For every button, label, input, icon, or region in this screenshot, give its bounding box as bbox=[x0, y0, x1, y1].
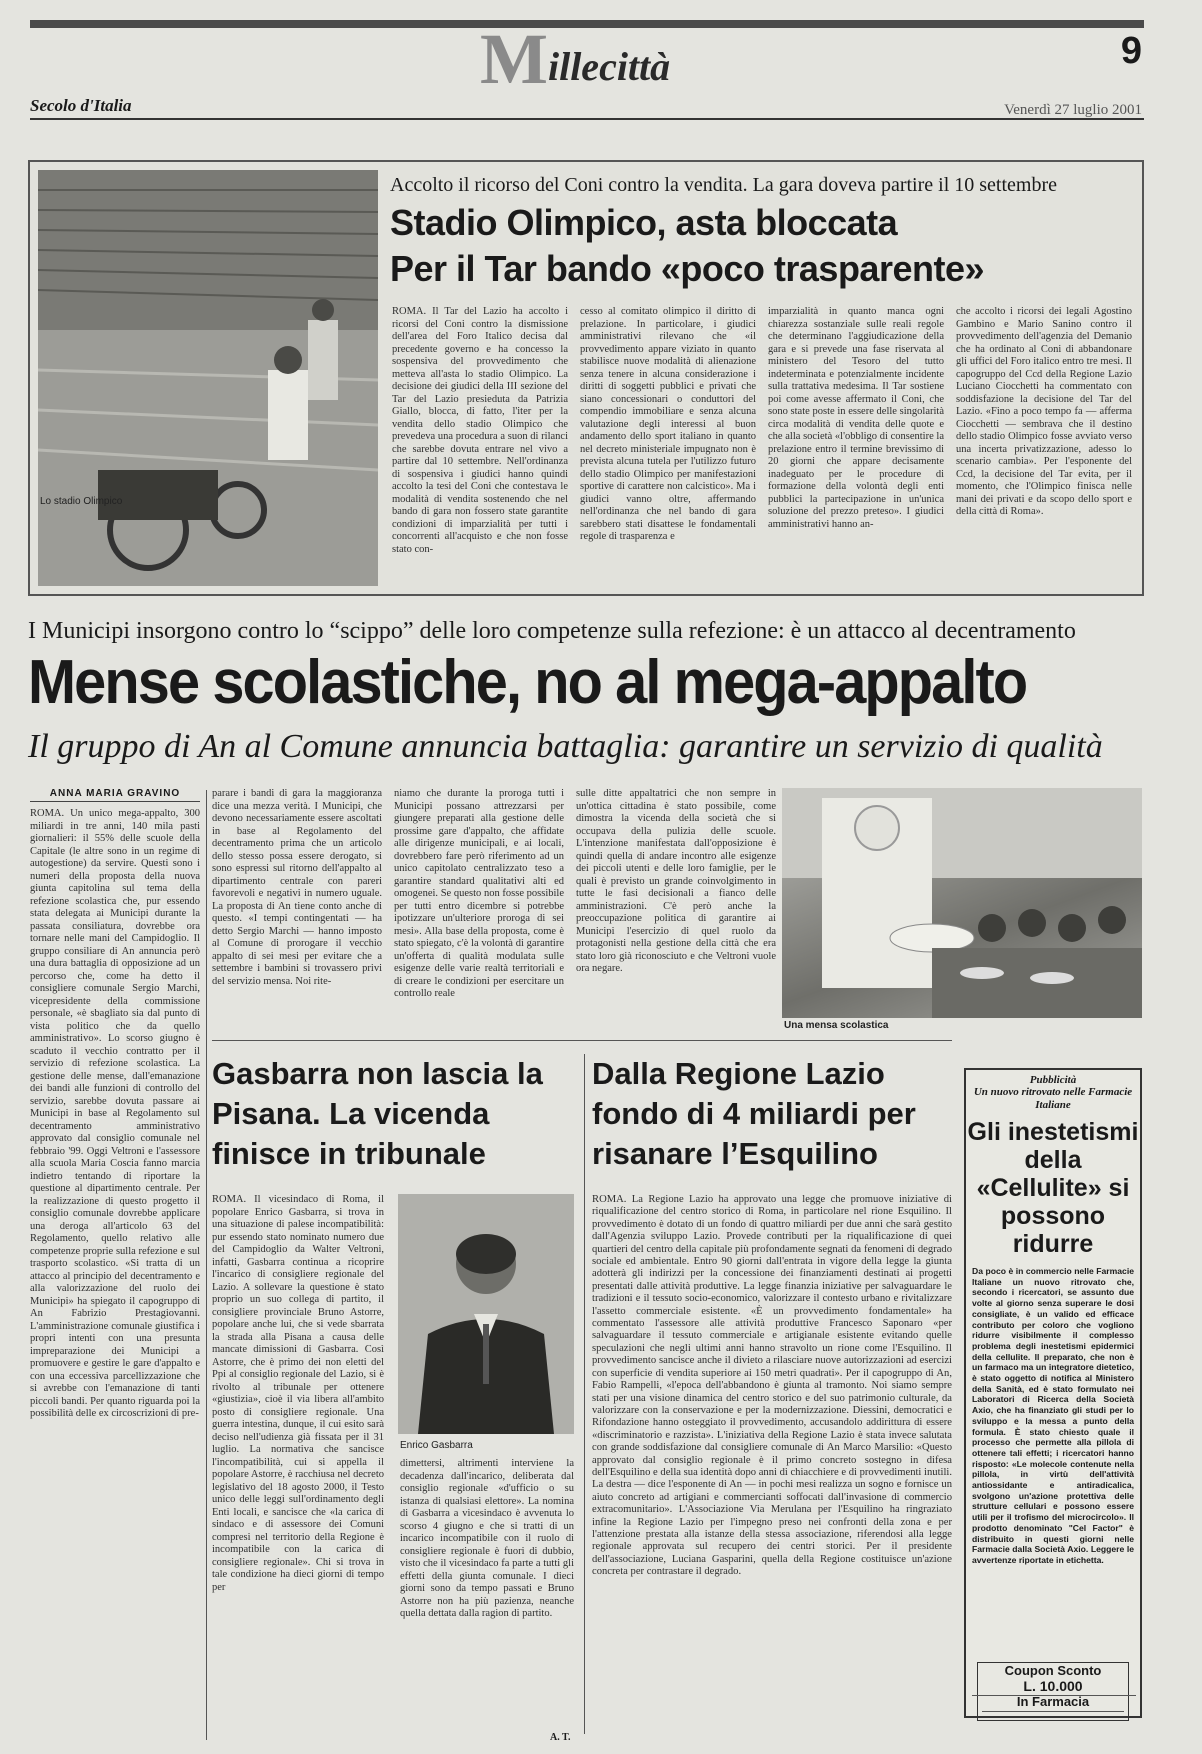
story2-byline: ANNA MARIA GRAVINO bbox=[30, 788, 200, 802]
advert-title: Gli inestetismi della «Cellulite» si possono ridurre bbox=[967, 1118, 1139, 1258]
story3-signoff: A. T. bbox=[550, 1732, 571, 1743]
stadium-photo-caption: Lo stadio Olimpico bbox=[40, 496, 123, 507]
canteen-photo-graphic bbox=[782, 788, 1142, 1018]
story1-column-1: ROMA. Il Tar del Lazio ha accolto i ricorsi del Coni contro la dismissione dell'area del Foro Italico decisa dal precedente governo e ha concesso la sospensiva del provvedimento che metteva all'asta lo stadio Olimpico. La decisione dei giudici della III sezione del Tar del Lazio presieduta da Patrizia Giallo, blocca, di fatto, l'iter per la vendita dello stadio Olimpico che prevedeva una procedura a suon di rilanci che sarebbe dovuta entrare nel vivo a partire dal 10 settembre. Nell'ordinanza di sospensiva i giudici hanno quindi accolto la tesi del Coni che contestava le modalità di vendita sostenendo che nel bando di gara non fossero state garantite condizioni di imparzialità per tutti i concorrenti all'acquisto e che non fosse stato con- bbox=[392, 306, 568, 555]
story1-column-4: che accolto i ricorsi dei legali Agostino Gambino e Mario Sanino contro il provvedimento dell'agenzia del Demanio che ha ordinato al Coni di abbandonare gli uffici del Foro italico entro tre mesi. Il capogruppo del Ccd della Regione Lazio Luciano Ciocchetti ha commentato con soddisfazione la decisione del Tar del Lazio. «Fino a poco tempo fa — afferma Ciocchetti — sembrava che il destino dello stadio Olimpico fosse avviato verso una incerta privatizzazione, adesso lo scenario cambia». Per l'esponente del Ccd, la decisione del Tar evita, per il momento, che l'Olimpico finisca nelle mani dei privati e da scopo dello sport e della città di Roma». bbox=[956, 306, 1132, 517]
advert-label: Pubblicità bbox=[1029, 1074, 1077, 1086]
story1-headline bbox=[390, 200, 984, 292]
story1-headline-line1: Stadio Olimpico, asta bloccata bbox=[390, 202, 898, 243]
gasbarra-photo bbox=[398, 1194, 574, 1434]
story4-body: ROMA. La Regione Lazio ha approvato una legge che promuove iniziative di riqualificazione del centro storico di Roma, in particolare nel rione Esquilino. Il provvedimento è dotato di un fondo di quattro miliardi per due anni che sarà gestito dall'Agenzia sviluppo Lazio. Provede contributi per la riqualificazione di quei quartieri del centro della capitale più profondamente segnati da fenomeni di degrado sociale ed ambientale. Entro 90 giorni dall'entrata in vigore della legge la giunta adotterà gli indirizzi per la concessione dei finanziamenti destinati ai progetti presentati dalle attività produttive. La legge finanzia iniziative per salvaguardare le tradizioni e il tessuto socio-economico, valorizzare il contesto urbano e rivitalizzare l'assetto commerciale esistente. «È un provvedimento fondamentale» ha commentato l'assessore alle attività produttive Francesco Saponaro «per salvaguardare il tessuto commerciale e artigianale esistente evitando quelle speculazioni che negli ultimi anni hanno stravolto un rione come l'Esquilino. Il provvedimento sancisce anche il divieto a rilasciare nuove autorizzazioni ad esercizi con superficie di vendita superiore ai 150 metri quadrati». Per il capogruppo di An, Fabio Rampelli, «l'epoca dell'abbandono è giunta al tramonto. Noi siamo sempre stati per una visione dinamica del centro storico e del suo patrimonio culturale, da valorizzare con la conservazione e per la modernizzazione. Diessini, democratici e Rifondazione hanno osteggiato il provvedimento, accusandolo addirittura di essere «discriminatorio e razzista». L'iniziativa della Regione Lazio è stata invece salutata con grande soddisfazione dal consigliere comunale di An Marco Marsilio: «Questo approvato dal consiglio regionale è il primo concreto sostegno in difesa dell'Esquilino e della sua identità dopo anni di chiacchiere e di provvedimenti inutili. La destra — dice l'esponente di An — in pochi mesi realizza un sogno e fornisce un aiuto concreto ad artigiani e commercianti soffocati dall'invasione di commercio extracomunitario». L'Associazione Via Merulana per l'Esquilino ha ringraziato infine la Regione Lazio per l'impegno preso nei confronti della zona e per l'attenzione prestata alla istanze della stessa associazione, riferendosi alla legge regionale approvata sul recupero dei centri storici. Per il presidente dell'associazione, Luciana Gasparini, quella della Regione costituisce un'azione concreta per contrastare il degrado. bbox=[592, 1194, 952, 1578]
story1-column-3: imparzialità in quanto manca ogni chiarezza sostanziale sulle reali regole che determinano l'aggiudicazione della gara e si prevede una fase riservata al ministero del Tesoro del tutto indeterminata e potenzialmente incidente sulla trattativa medesima. Il Tar sostiene poi come avesse affermato il Coni, che sono state poste in essere delle singolarità circa modalità di vendita delle quote e che alla società «l'obbligo di consentire la prelazione entro il termine brevissimo di 20 giorni che appare decisamente inadeguato per le procedure di formazione della volontà degli enti pubblici la partecipazione in un'unica soluzione del prezzo preteso». I giudici amministrativi hanno an- bbox=[768, 306, 944, 530]
section-title-initial: M bbox=[480, 19, 548, 99]
coupon-fineprint-line bbox=[982, 1711, 1124, 1718]
story3-column-2: dimettersi, altrimenti interviene la decadenza dall'incarico, deliberata dal consiglio regionale «d'ufficio o su istanza di qualsiasi elettore». La nomina di Gasbarra a vicesindaco è avvenuta lo scorso 4 giugno e che si tratti di un incarico incompatibile con il ruolo di consigliere regionale è fuori di dubbio, visto che il vicesindaco fa parte a tutti gli effetti della giunta comunale. I dieci giorni sono da tempo passati e Bruno Astorre non ha più pazienza, neanche quella dettata dalla ragion di partito. bbox=[400, 1458, 574, 1619]
gasbarra-photo-caption: Enrico Gasbarra bbox=[400, 1440, 473, 1451]
story1-columns bbox=[392, 306, 1132, 588]
coupon-location: In Farmacia bbox=[1016, 1694, 1090, 1709]
advert-body: Da poco è in commercio nelle Farmacie Italiane un nuovo ritrovato che, secondo i ricercatori, se assunto due volte al giorno senza superare le dosi consigliate, è un valido ed efficace contributo per coloro che vogliono ridurre visibilmente il complesso problema degli inestetismi epidermici della cellulite. Il preparato, che non è un farmaco ma un integratore dietetico, è stato oggetto di notifica al Ministero della Sanità, ed è stato formulato nei Laboratori di Ricerca della Società Axio, che ha finanziato gli studi per lo sviluppo e la messa a punto della formula. È stato chiesto quale il processo che permette alla pillola di ottenere tali effetti; i ricercatori hanno risposto: «Le molecole contenute nella pillola, in virtù dell'attività antiossidante e antiradicalica, svolgono un'azione protettiva delle strutture cellulari e possono essere utili per il trofismo del microcircolo». Il prodotto denominato "Cel Factor" è distribuito in questi giorni nelle Farmacie dalla Società Axio. Leggere le avvertenze riportate in etichetta. bbox=[972, 1266, 1134, 1565]
story1-headline-line2: Per il Tar bando «poco trasparente» bbox=[390, 248, 985, 289]
story2-column-1: ROMA. Un unico mega-appalto, 300 miliardi in tre anni, 140 mila pasti giornalieri: il 55% delle scuole della Capitale (le altre sono in un regime di autogestione) da servire. Questi sono i numeri della proposta della nuova giunta capitolina sul tema della refezione scolastica che, pur essendo stata delegata ai Municipi durante la passata consiliatura, dovrebbe ora tornare nelle mani del Campidoglio. Il gruppo consiliare di An annuncia però una dura battaglia di opposizione ad un percorso che, come ha detto il consigliere comunale Sergio Marchi, vicepresidente della commissione personale, «è sbagliato sia dal punto di vista politico che da quello amministrativo». Lo scorso giugno è scaduto il vecchio contratto per il servizio di refezione scolastica. La gestione delle mense, dall'emanazione dei bandi alle funzioni di controllo del servizio, sarebbe dovuta passare ai Municipi in base al Regolamento sul decentramento amministrativo approvato dal consiglio comunale nel febbraio '99. Oggi Veltroni e l'assessore alla scuola Maria Coscia fanno marcia indietro tentando di riportare la questione al dipartimento centrale. Per la realizzazione di questo progetto il consiglio comunale dovrebbe applicare una deroga all'articolo 63 del Regolamento, quello relativo alle competenze proprie sulla refezione e sul trasporto scolastico. «Si tratta di un attacco al principio del decentramento e alla valorizzazione del ruolo dei Municipi» ha spiegato il capogruppo di An Fabrizio Prestagiovanni. L'amministrazione comunale giustifica i propri intenti con una presunta impreparazione dei Municipi a promuovere e gestire le gare d'appalto e con una eccessiva parcellizzazione che si avrebbe con l'emanazione di tanti piccoli bandi. Per quanto riguarda poi la possibilità delle ex circoscrizioni di pre- bbox=[30, 808, 200, 1419]
advert-footer bbox=[972, 1695, 1136, 1710]
story2-column-3: niamo che durante la proroga tutti i Municipi possano attrezzarsi per giungere preparati alla gestione delle prossime gare d'appalto, che affidate alle dirigenze municipali, e ai locali, dovrebbero fare però riferimento ad un unico capitolato centralizzato teso a garantire standard qualitativi alti ed omogenei. Se questo non fosse possibile per tutti entro dicembre si potrebbe ipotizzare un'ulteriore proroga di sei mesi». Alla base della proposta, come è stato spiegato, c'è la volontà di garantire un'offerta di qualità modulata sulle esigenze delle varie realtà territoriali e di creare le condizioni per esercitare un controllo reale bbox=[394, 788, 564, 999]
discount-coupon bbox=[977, 1662, 1129, 1721]
column-rule bbox=[206, 790, 207, 1740]
column-rule bbox=[584, 1054, 585, 1734]
cellulite-advertisement bbox=[964, 1068, 1142, 1718]
header-line bbox=[30, 118, 1144, 120]
story1-column-2: cesso al comitato olimpico il diritto di prelazione. In particolare, i giudici amministrativi rilevano che «il provvedimento appare viziato in quanto stabilisce nuove modalità di alienazione senza tenere in alcuna considerazione i diritti di soggetti pubblici e privati che siano concessionari o conduttori del compendio immobiliare e senza alcuna valutazione degli interessi al buon andamento dello sport italiano in quanto nel decreto ministeriale impugnato non è prevista alcuna tutela per l'utilizzo futuro dello stadio Olimpico per manifestazioni sportive di carattere non calcistico». Ma i giudici vanno oltre, affermando nell'ordinanza che nel bando di gara sarebbero stati disattese le fondamentali regole di trasparenza e bbox=[580, 306, 756, 542]
canteen-photo-caption: Una mensa scolastica bbox=[784, 1020, 889, 1031]
story4-headline: Dalla Regione Lazio fondo di 4 miliardi per risanare l’Esquilino bbox=[592, 1056, 916, 1171]
story2-subheadline: Il gruppo di An al Comune annuncia battaglia: garantire un servizio di qualità bbox=[28, 728, 1103, 765]
story1-kicker: Accolto il ricorso del Coni contro la vendita. La gara doveva partire il 10 settembre bbox=[390, 174, 1057, 196]
advert-kicker: Un nuovo ritrovato nelle Farmacie Italiane bbox=[973, 1086, 1133, 1111]
section-rule bbox=[212, 1040, 952, 1041]
stadium-photo bbox=[38, 170, 378, 586]
story2-headline: Mense scolastiche, no al mega-appalto bbox=[28, 648, 1027, 717]
story2-kicker: I Municipi insorgono contro lo “scippo” delle loro competenze sulla refezione: è un attacco al decentramento bbox=[28, 618, 1076, 644]
coupon-title: Coupon Sconto bbox=[1004, 1663, 1102, 1678]
coupon-value: L. 10.000 bbox=[1023, 1678, 1083, 1694]
story2-column-2: parare i bandi di gara la maggioranza dice una mezza verità. I Municipi, che devono necessariamente essere ascoltati in base al Regolamento del decentramento prima che un articolo dello stesso possa essere derogato, si sono espressi sul ritorno dell'appalto al dipartimento centrale con pareri favorevoli e negativi in numero uguale. La proposta di An tiene conto anche di questo. «I tempi contingentati — ha detto Sergio Marchi — hanno imposto al Comune di prorogare il vecchio appalto di sei mesi per evitare che a settembre i bambini si trovassero privi del servizio mensa. Noi rite- bbox=[212, 788, 382, 987]
stadium-photo-graphic bbox=[38, 170, 378, 586]
newspaper-name: Secolo d'Italia bbox=[30, 96, 132, 115]
section-title-rest: illecittà bbox=[547, 44, 671, 89]
canteen-photo bbox=[782, 788, 1142, 1018]
page-number: 9 bbox=[1120, 30, 1142, 72]
issue-date: Venerdì 27 luglio 2001 bbox=[1004, 102, 1142, 118]
story-stadio-box bbox=[28, 160, 1144, 596]
header-rule bbox=[30, 20, 1144, 28]
story3-column-1: ROMA. Il vicesindaco di Roma, il popolare Enrico Gasbarra, si trova in una situazione di palese incompatibilità: pur essendo stato nominato numero due del Campidoglio da Walter Veltroni, infatti, Gasbarra continua a ricoprire l'incarico di consigliere regionale del Lazio. A sollevare la questione è stato proprio un suo collega di partito, il consigliere provinciale Bruno Astorre, popolare anche lui, che si vede sbarrata la strada alla Pisana a causa delle mancate dimissioni di Gasbarra. Così Astorre, che è primo dei non eletti del Ppi al consiglio regionale del Lazio, si è rivolto al tribunale per ottenere «giustizia», cioè il via libera all'ambito posto di consigliere regionale. Una guerra intestina, dunque, il cui esito sarà deciso nell'udienza già fissata per il 31 luglio. La normativa che sancisce l'incompatibilità, cui si appella il popolare Astorre, è racchiusa nel decreto legislativo del 18 agosto 2000, il Testo unico delle leggi sull'ordinamento degli Enti locali, e sancisce che «la carica di sindaco e di assessore dei Comuni compresi nel territorio della Regione è incompatibile con la carica di consigliere regionale». Chi si trova in tale condizione ha dieci giorni di tempo per bbox=[212, 1194, 384, 1593]
story3-headline: Gasbarra non lascia la Pisana. La vicenda finisce in tribunale bbox=[212, 1056, 543, 1171]
gasbarra-photo-graphic bbox=[398, 1194, 574, 1434]
story2-column-4: sulle ditte appaltatrici che non sempre in un'ottica cittadina è stato possibile, come dimostra la vicenda della società che si occupava della pulizia delle scuole. L'intenzione manifestata dall'opposizione è quindi quella di andare incontro alle esigenze dei piccoli utenti e delle loro famiglie, per le quali è previsto un grande coinvolgimento in tutte le fasi decisionali a fianco delle amministrazioni. C'è però anche la preoccupazione politica di garantire ai Municipi l'esercizio di quel ruolo da protagonisti nella gestione della città che era stato loro già riconosciuto e che Veltroni vuole ora negare. bbox=[576, 788, 776, 974]
section-title bbox=[480, 19, 671, 99]
